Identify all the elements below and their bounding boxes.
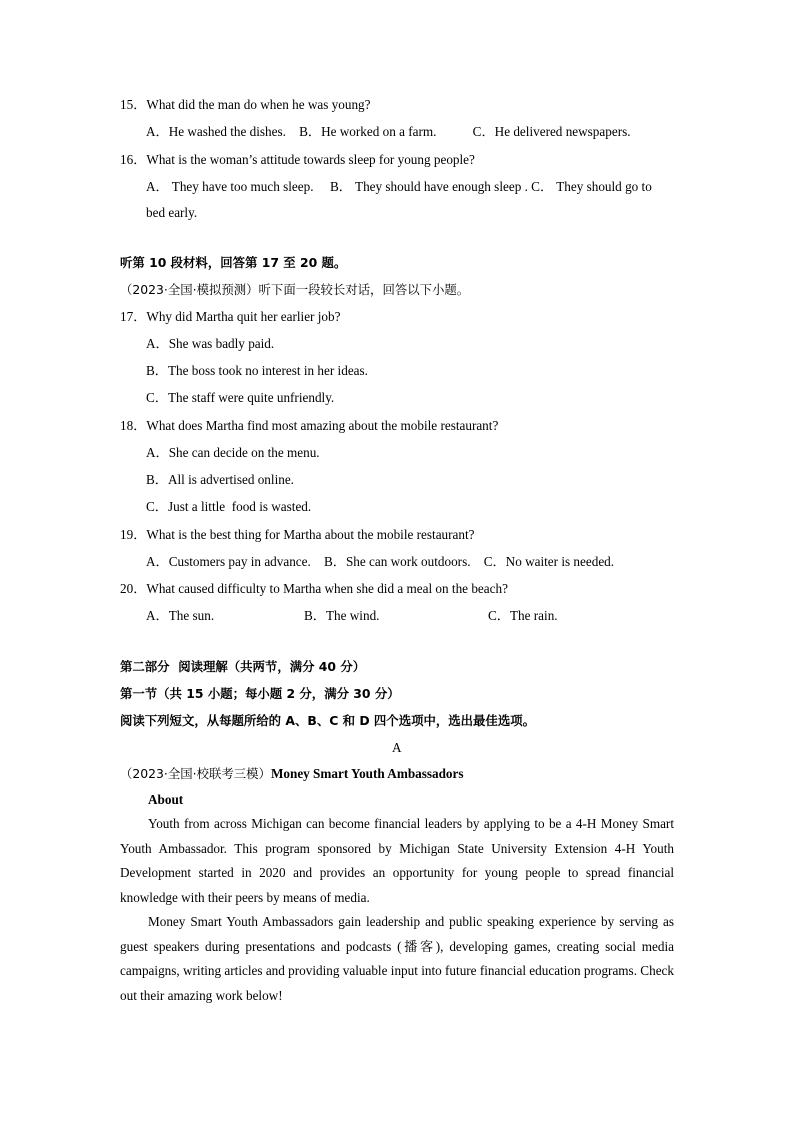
passage-paragraph-2: Money Smart Youth Ambassadors gain leadership and public speaking experience by serving as guest speakers during presentations and podcasts (播客), developing games, creating social media campaigns, writing articles and providing valuable input into future financial education programs. Check out their amazing work below!: [120, 914, 674, 1003]
question-20-option-c: C．The rain.: [488, 608, 558, 623]
passage-paragraph-1: Youth from across Michigan can become financial leaders by applying to be a 4-H Money Smart Youth Ambassador. This program sponsored by Michigan State University Extension 4-H Youth Development started in 2020 and provides an opportunity for young people to spread financial knowledge with their peers by means of media.: [120, 816, 674, 905]
section-10-heading: 听第 10 段材料，回答第 17 至 20 题。: [120, 255, 347, 270]
question-18-stem: 18．What does Martha find most amazing about the mobile restaurant?: [120, 418, 499, 433]
question-16-stem: 16．What is the woman’s attitude towards sleep for young people?: [120, 152, 475, 167]
question-18-option-b: B．All is advertised online.: [146, 472, 294, 487]
question-19-options: A．Customers pay in advance. B．She can work outdoors. C．No waiter is needed.: [146, 554, 615, 569]
question-15-options: A．He washed the dishes. B．He worked on a farm. C．He delivered newspapers.: [146, 124, 631, 139]
question-17-option-a: A．She was badly paid.: [146, 336, 275, 351]
question-17-option-b: B．The boss took no interest in her ideas.: [146, 363, 368, 378]
section-10-source: （2023·全国·模拟预测）听下面一段较长对话，回答以下小题。: [120, 282, 470, 297]
passage-title: Money Smart Youth Ambassadors: [270, 766, 464, 781]
question-18-option-c: C．Just a little food is wasted.: [146, 499, 312, 514]
question-19-stem: 19．What is the best thing for Martha about the mobile restaurant?: [120, 527, 475, 542]
question-16-options: A． They have too much sleep. B． They should have enough sleep . C． They should go to: [146, 179, 652, 194]
question-17-stem: 17．Why did Martha quit her earlier job?: [120, 309, 341, 324]
reading-instruction: 阅读下列短文，从每题所给的 A、B、C 和 D 四个选项中，选出最佳选项。: [120, 713, 535, 728]
question-20-stem: 20．What caused difficulty to Martha when she did a meal on the beach?: [120, 581, 508, 596]
passage-source: （2023·全国·校联考三模）: [120, 766, 271, 781]
question-17-option-c: C．The staff were quite unfriendly.: [146, 390, 335, 405]
passage-letter: A: [392, 740, 402, 755]
passage-title-line: [120, 765, 464, 783]
section1-heading: 第一节（共 15 小题；每小题 2 分，满分 30 分）: [120, 686, 400, 701]
question-20-option-a: A．The sun.: [146, 608, 215, 623]
question-15-stem: 15．What did the man do when he was young?: [120, 97, 371, 112]
about-heading: About: [148, 792, 184, 807]
question-18-option-a: A．She can decide on the menu.: [146, 445, 320, 460]
part2-heading: 第二部分 阅读理解（共两节，满分 40 分）: [120, 659, 366, 674]
question-16-options-cont: bed early.: [146, 205, 198, 220]
question-20-option-b: B．The wind.: [304, 608, 380, 623]
